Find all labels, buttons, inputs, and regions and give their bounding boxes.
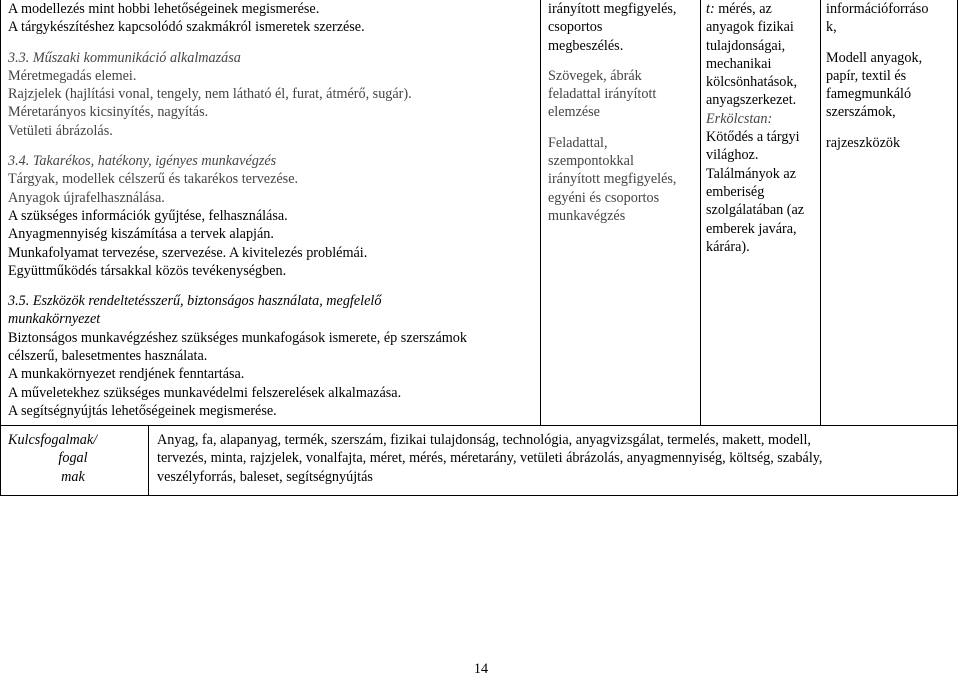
text-line: irányított megfigyelés,: [548, 171, 677, 188]
tools-column: [826, 0, 956, 152]
text-line: A segítségnyújtás lehetőségeinek megismerése.: [8, 402, 277, 419]
text-line: Munkafolyamat tervezése, szervezése. A kivitelezés problémái.: [8, 244, 368, 261]
text-line: veszélyforrás, baleset, segítségnyújtás: [157, 468, 373, 485]
text-line: Anyagok újrafelhasználása.: [8, 189, 165, 206]
text-line: Feladattal,: [548, 134, 608, 151]
subject-label: Erkölcstan:: [706, 110, 773, 127]
section-heading: 3.4. Takarékos, hatékony, igényes munkavégzés: [8, 153, 277, 170]
text-line: mechanikai: [706, 55, 772, 72]
page-number: 14: [473, 661, 489, 677]
text-line: anyagszerkezet.: [706, 92, 797, 109]
text-line: csoportos: [548, 19, 603, 36]
text-line: Méretarányos kicsinyítés, nagyítás.: [8, 104, 209, 121]
text-line: papír, textil és: [826, 67, 907, 84]
subject-label: t:: [706, 1, 715, 17]
table-left-border: [0, 0, 1, 425]
section-heading: 3.3. Műszaki kommunikáció alkalmazása: [8, 49, 241, 66]
table-bottom-border: [0, 495, 958, 496]
text-line: világhoz.: [706, 147, 759, 164]
text-line: szerszámok,: [826, 104, 896, 121]
text-line: k,: [826, 19, 837, 36]
col-divider-2: [700, 0, 701, 425]
text-line: egyéni és csoportos: [548, 189, 660, 206]
text-line: tulajdonságai,: [706, 37, 786, 54]
keywords-text: [157, 431, 955, 486]
keywords-label: [8, 431, 138, 486]
text-line: Kulcsfogalmak/: [8, 432, 98, 448]
text-line: A tárgykészítéshez kapcsolódó szakmákról ismeretek szerzése.: [8, 19, 365, 36]
text-line: A szükséges információk gyűjtése, felhasználása.: [8, 207, 288, 224]
col-divider-3: [820, 0, 821, 425]
connections-column: [706, 0, 818, 256]
row-divider: [0, 425, 958, 426]
text-line: anyagok fizikai: [706, 19, 794, 36]
text-line: Modell anyagok,: [826, 49, 923, 66]
text-line: A modellezés mint hobbi lehetőségeinek megismerése.: [8, 1, 320, 17]
text-line: [706, 0, 818, 18]
table-right-border: [957, 0, 958, 496]
text-line: elemzése: [548, 104, 600, 121]
text-line: kárára).: [706, 238, 750, 255]
text-line: munkavégzés: [548, 207, 626, 224]
text-line: szolgálatában (az: [706, 202, 805, 219]
text-line: Anyag, fa, alapanyag, termék, szerszám, fizikai tulajdonság, technológia, anyagvizsgálat, termelés, makett, modell,: [157, 432, 811, 448]
text-fragment: mérés, az: [714, 1, 772, 17]
text-line: famegmunkáló: [826, 86, 912, 103]
section-heading: munkakörnyezet: [8, 311, 101, 328]
text-line: rajzeszközök: [826, 134, 901, 151]
text-line: Méretmegadás elemei.: [8, 67, 137, 84]
text-line: emberek javára,: [706, 220, 797, 237]
keywords-left-border: [0, 425, 1, 496]
text-line: Vetületi ábrázolás.: [8, 122, 113, 139]
text-line: irányított megfigyelés,: [548, 1, 677, 17]
text-line: Kötődés a tárgyi: [706, 129, 800, 146]
text-line: mak: [61, 468, 85, 485]
text-line: Anyagmennyiség kiszámítása a tervek alapján.: [8, 226, 274, 243]
methods-column: [548, 0, 698, 225]
text-line: feladattal irányított: [548, 86, 657, 103]
text-line: A műveletekhez szükséges munkavédelmi felszerelések alkalmazása.: [8, 384, 402, 401]
text-line: szempontokkal: [548, 153, 634, 170]
text-line: emberiség: [706, 183, 765, 200]
content-column: [8, 0, 538, 420]
keywords-divider: [148, 425, 149, 496]
text-line: Együttműködés társakkal közös tevékenységben.: [8, 262, 287, 279]
text-line: Rajzjelek (hajlítási vonal, tengely, nem látható él, furat, átmérő, sugár).: [8, 86, 412, 103]
text-line: fogal: [58, 450, 88, 467]
text-line: A munkakörnyezet rendjének fenntartása.: [8, 366, 245, 383]
col-divider-1: [540, 0, 541, 425]
text-line: célszerű, balesetmentes használata.: [8, 348, 208, 365]
text-line: Biztonságos munkavégzéshez szükséges munkafogások ismerete, ép szerszámok: [8, 329, 467, 346]
text-line: megbeszélés.: [548, 37, 624, 54]
text-line: Tárgyak, modellek célszerű és takarékos tervezése.: [8, 171, 299, 188]
text-line: Szövegek, ábrák: [548, 67, 642, 84]
text-line: tervezés, minta, rajzjelek, vonalfajta, méret, mérés, méretarány, vetületi ábrázolás, anyagmennyiség, költség, szabály,: [157, 450, 823, 467]
text-line: kölcsönhatások,: [706, 74, 798, 91]
text-line: Találmányok az: [706, 165, 797, 182]
section-heading: 3.5. Eszközök rendeltetésszerű, biztonságos használata, megfelelő: [8, 293, 382, 310]
text-line: információforráso: [826, 1, 929, 17]
